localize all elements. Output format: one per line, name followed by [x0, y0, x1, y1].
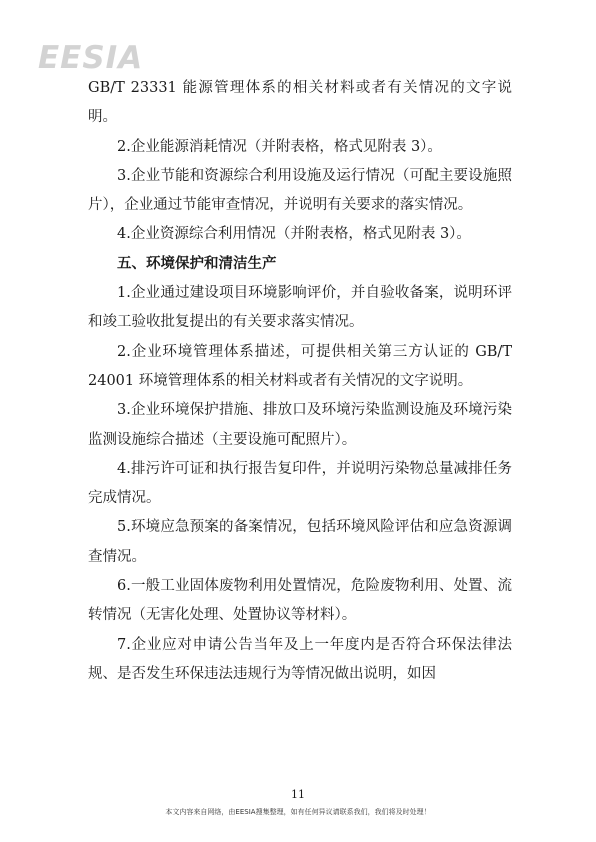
- paragraph-energy-system-continued: GB/T 23331 能源管理体系的相关材料或者有关情况的文字说明。: [88, 80, 512, 126]
- paragraph-env-management-system: 2.企业环境管理体系描述，可提供相关第三方认证的 GB/T 24001 环境管理体系的相关材料或者有关情况的文字说明。: [88, 343, 512, 389]
- eesia-watermark-logo: EESIA: [38, 40, 144, 76]
- paragraph-energy-consumption: 2.企业能源消耗情况（并附表格，格式见附表 3）。: [117, 138, 442, 155]
- paragraph-discharge-permit: 4.排污许可证和执行报告复印件，并说明污染物总量减排任务完成情况。: [88, 460, 512, 507]
- paragraph-solid-waste: 6.一般工业固体废物利用处置情况，危险废物利用、处置、流转情况（无害化处理、处置协议等材料）。: [88, 578, 512, 624]
- section-heading-environment: 五、环境保护和清洁生产: [117, 255, 277, 272]
- paragraph-resource-utilization: 4.企业资源综合利用情况（并附表格，格式见附表 3）。: [117, 226, 471, 243]
- paragraph-env-protection-measures: 3.企业环境保护措施、排放口及环境污染监测设施及环境污染监测设施综合描述（主要设施可配照片）。: [88, 402, 512, 448]
- paragraph-compliance: 7.企业应对申请公告当年及上一年度内是否符合环保法律法规、是否发生环保违法违规行为等情况做出说明，如因: [88, 636, 512, 682]
- paragraph-emergency-plan: 5.环境应急预案的备案情况，包括环境风险评估和应急资源调查情况。: [88, 519, 512, 565]
- paragraph-energy-saving-facilities: 3.企业节能和资源综合利用设施及运行情况（可配主要设施照片），企业通过节能审查情况，并说明有关要求的落实情况。: [88, 167, 512, 214]
- document-body: [88, 74, 512, 689]
- paragraph-eia: 1.企业通过建设项目环境影响评价，并自验收备案，说明环评和竣工验收批复提出的有关要求落实情况。: [88, 285, 512, 331]
- page-number: 11: [291, 788, 305, 801]
- footer-notice: 本文内容来自网络，由EESIA搜集整理，如有任何异议请联系我们，我们将及时处理！: [165, 808, 431, 816]
